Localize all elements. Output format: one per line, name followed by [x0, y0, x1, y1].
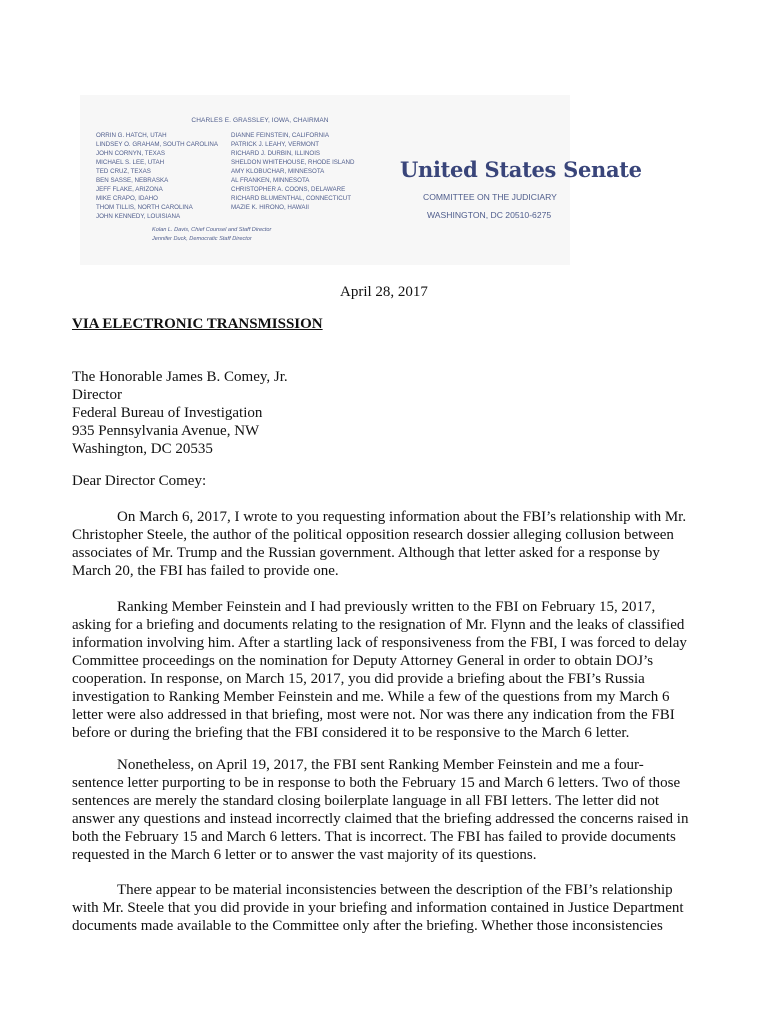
member-name: SHELDON WHITEHOUSE, RHODE ISLAND [231, 159, 355, 166]
letter-date: April 28, 2017 [340, 284, 428, 300]
member-name: MIKE CRAPO, IDAHO [96, 195, 158, 202]
staff-line: Jennifer Duck, Democratic Staff Director [152, 236, 252, 242]
member-name: PATRICK J. LEAHY, VERMONT [231, 141, 320, 148]
member-name: DIANNE FEINSTEIN, CALIFORNIA [231, 132, 329, 139]
paragraph-line: Committee proceedings on the nomination for Deputy Attorney General in order to obtain DOJ’s [72, 653, 654, 669]
recipient-line: Federal Bureau of Investigation [72, 405, 263, 421]
committee-name: COMMITTEE ON THE JUDICIARY [423, 192, 557, 202]
member-name: MICHAEL S. LEE, UTAH [96, 159, 165, 166]
recipient-line: Washington, DC 20535 [72, 441, 213, 457]
members-majority [96, 131, 218, 221]
member-name: LINDSEY O. GRAHAM, SOUTH CAROLINA [96, 141, 218, 148]
member-name: RICHARD J. DURBIN, ILLINOIS [231, 150, 321, 157]
member-name: JOHN KENNEDY, LOUISIANA [96, 213, 181, 220]
member-name: TED CRUZ, TEXAS [96, 168, 151, 175]
paragraph-line: answer any questions and instead incorrectly claimed that the briefing addressed the concerns raised in [72, 811, 689, 827]
paragraph-line: Christopher Steele, the author of the political opposition research dossier alleging collusion between [72, 527, 674, 543]
members-minority [231, 131, 354, 212]
paragraph-line: There appear to be material inconsistencies between the description of the FBI’s relationship [117, 882, 673, 898]
senate-title: United States Senate [400, 157, 642, 182]
paragraph-line: letter were also addressed in that briefing, most were not. Nor was there any indication from the FBI [72, 707, 675, 723]
member-name: ORRIN G. HATCH, UTAH [96, 132, 167, 139]
transmission-method: VIA ELECTRONIC TRANSMISSION [72, 316, 323, 332]
member-name: MAZIE K. HIRONO, HAWAII [231, 204, 309, 211]
recipient-address [72, 368, 288, 458]
paragraph-line: investigation to Ranking Member Feinstein and me. While a few of the questions from my March 6 [72, 689, 670, 705]
paragraph-line: Nonetheless, on April 19, 2017, the FBI sent Ranking Member Feinstein and me a four- [117, 757, 644, 773]
paragraph-line: On March 6, 2017, I wrote to you requesting information about the FBI’s relationship with Mr. [117, 509, 687, 525]
member-name: RICHARD BLUMENTHAL, CONNECTICUT [231, 195, 351, 202]
paragraph-line: sentences are merely the standard closing boilerplate language in all FBI letters. The letter did not [72, 793, 660, 809]
member-name: CHRISTOPHER A. COONS, DELAWARE [231, 186, 346, 193]
paragraph-line: information involving him. After a startling lack of responsiveness from the FBI, I was forced to delay [72, 635, 687, 651]
recipient-line: The Honorable James B. Comey, Jr. [72, 369, 288, 385]
chairman-line: CHARLES E. GRASSLEY, IOWA, CHAIRMAN [191, 117, 329, 124]
paragraph-line: both the February 15 and March 6 letters. That is incorrect. The FBI has failed to provide documents [72, 829, 676, 845]
member-name: JOHN CORNYN, TEXAS [96, 150, 165, 157]
member-name: AMY KLOBUCHAR, MINNESOTA [231, 168, 325, 175]
paragraph-line: asking for a briefing and documents relating to the resignation of Mr. Flynn and the leaks of classified [72, 617, 685, 633]
paragraph-line: March 20, the FBI has failed to provide one. [72, 563, 339, 579]
staff-line: Kolan L. Davis, Chief Counsel and Staff Director [152, 227, 272, 233]
paragraph-line: requested in the March 6 letter or to answer the vast majority of its questions. [72, 847, 537, 863]
paragraph-line: associates of Mr. Trump and the Russian government. Although that letter asked for a response by [72, 545, 660, 561]
member-name: JEFF FLAKE, ARIZONA [96, 186, 163, 193]
paragraph-4 [72, 881, 722, 935]
recipient-line: 935 Pennsylvania Avenue, NW [72, 423, 260, 439]
paragraph-line: Ranking Member Feinstein and I had previously written to the FBI on February 15, 2017, [117, 599, 656, 615]
paragraph-line: cooperation. In response, on March 15, 2017, you did provide a briefing about the FBI’s Russia [72, 671, 645, 687]
paragraph-line: documents made available to the Committee only after the briefing. Whether those inconsistencies [72, 918, 663, 934]
paragraph-3 [72, 756, 722, 864]
paragraph-line: with Mr. Steele that you did provide in your briefing and information contained in Justice Department [72, 900, 684, 916]
member-name: BEN SASSE, NEBRASKA [96, 177, 169, 184]
paragraph-2 [72, 598, 722, 742]
member-name: AL FRANKEN, MINNESOTA [231, 177, 310, 184]
staff-directors [152, 226, 271, 244]
paragraph-line: sentence letter purporting to be in response to both the February 15 and March 6 letters. Two of those [72, 775, 681, 791]
letterhead [80, 95, 642, 265]
member-name: THOM TILLIS, NORTH CAROLINA [96, 204, 193, 211]
paragraph-1 [72, 508, 722, 580]
salutation: Dear Director Comey: [72, 473, 207, 489]
committee-address: WASHINGTON, DC 20510-6275 [427, 210, 552, 220]
paragraph-line: before or during the briefing that the FBI considered it to be responsive to the March 6 letter. [72, 725, 630, 741]
recipient-line: Director [72, 387, 122, 403]
